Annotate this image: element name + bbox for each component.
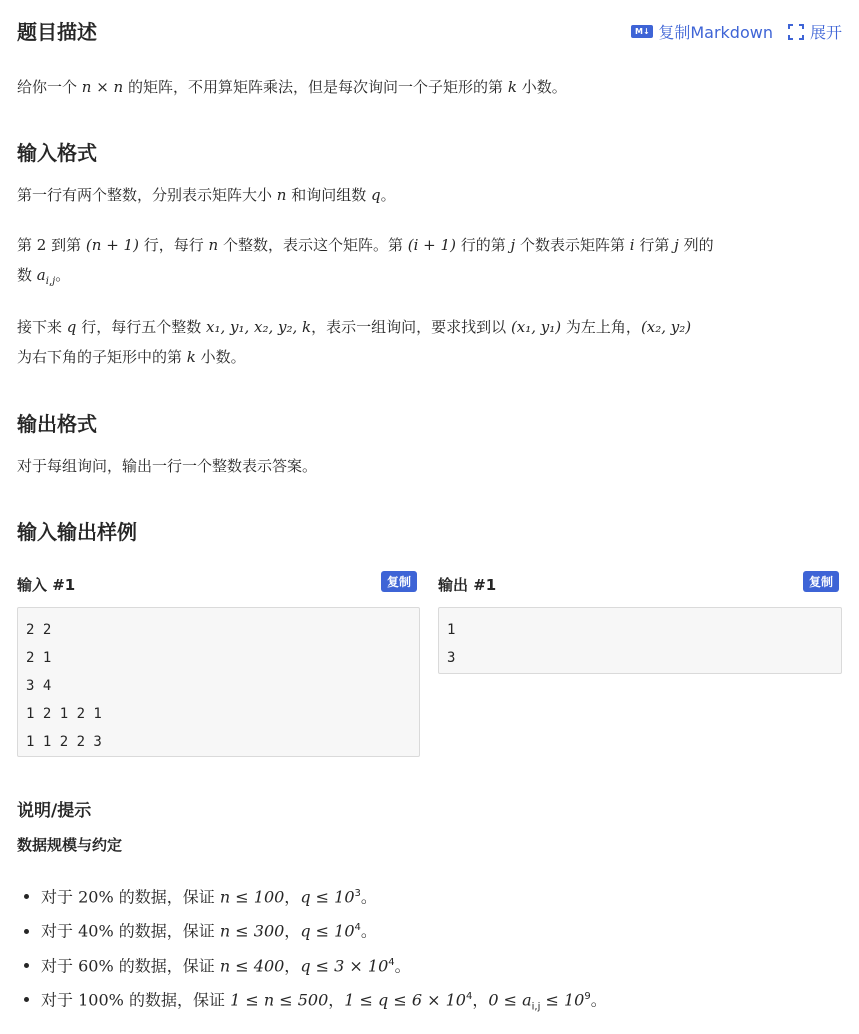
math-nxn: n × n xyxy=(81,78,124,96)
text: 为左上角， xyxy=(565,318,641,336)
code-line: 1 xyxy=(447,622,456,638)
sample-input-label: 输入 #1 xyxy=(17,576,76,594)
math-cond: q ≤ 10 xyxy=(300,921,355,941)
math-exp: 4 xyxy=(465,990,473,1002)
text: ， xyxy=(284,921,301,941)
math-n-plus-1: (n + 1) xyxy=(85,236,139,254)
text: 对于 xyxy=(41,921,74,941)
text: 行的第 xyxy=(460,236,506,254)
code-line: 2 2 xyxy=(26,622,52,638)
math-cond: 0 ≤ a xyxy=(488,990,532,1010)
toolbar xyxy=(631,20,842,43)
input-format-heading: 输入格式 xyxy=(17,141,97,165)
math-percent: 100% xyxy=(78,990,124,1010)
math-i-plus-1: (i + 1) xyxy=(407,236,456,254)
hint-heading: 说明/提示 xyxy=(17,801,92,821)
desc-text: 的矩阵，不用算矩阵乘法，但是每次询问一个子矩形的第 xyxy=(128,78,504,96)
text: 数 xyxy=(17,266,33,284)
code-line: 1 2 1 2 1 xyxy=(26,706,102,722)
desc-text: 给你一个 xyxy=(17,78,78,96)
text: 行第 xyxy=(639,236,670,254)
math-q: q xyxy=(371,186,381,204)
list-item xyxy=(41,878,607,912)
math-q: q xyxy=(66,318,77,336)
text: ， xyxy=(328,990,345,1010)
text: ， xyxy=(284,887,301,907)
math-exp: 9 xyxy=(584,990,591,1002)
math-k: k xyxy=(507,78,517,96)
math-percent: 20% xyxy=(78,887,114,907)
text: 对于 xyxy=(41,955,74,975)
expand-button[interactable] xyxy=(787,20,842,43)
text: ，表示一组询问，要求找到以 xyxy=(311,318,507,336)
expand-label: 展开 xyxy=(809,23,842,42)
math-k: k xyxy=(186,348,196,366)
text: 为右下角的子矩形中的第 xyxy=(17,348,183,366)
text: 接下来 xyxy=(17,318,63,336)
math-a: a xyxy=(36,266,46,284)
sample-output-label: 输出 #1 xyxy=(438,576,497,594)
text: ， xyxy=(284,955,301,975)
text: 的数据，保证 xyxy=(118,921,215,941)
math-aij xyxy=(36,266,56,287)
math-cond: 1 ≤ n ≤ 500 xyxy=(230,990,329,1010)
text: 的数据，保证 xyxy=(118,955,215,975)
text: 的数据，保证 xyxy=(128,990,225,1010)
list-item xyxy=(41,981,607,1023)
math-cond: n ≤ 100 xyxy=(219,887,285,907)
math-percent: 60% xyxy=(78,955,114,975)
text: 第一行有两个整数，分别表示矩阵大小 xyxy=(17,186,273,204)
math-n: n xyxy=(208,236,219,254)
text: 列的 xyxy=(683,236,714,254)
output-format-text: 对于每组询问，输出一行一个整数表示答案。 xyxy=(17,457,318,475)
desc-text: 小数。 xyxy=(521,78,567,96)
sample-output-box[interactable] xyxy=(438,607,842,674)
text: 第 xyxy=(17,236,33,254)
code-line: 3 xyxy=(447,650,456,666)
math-top-left: (x₁, y₁) xyxy=(510,318,562,336)
text: 。 xyxy=(360,921,377,941)
input-format-line1 xyxy=(17,180,842,210)
limits-list xyxy=(17,878,607,1023)
text: 对于 xyxy=(41,990,74,1010)
math-cond: q ≤ 3 × 10 xyxy=(300,955,389,975)
page-title: 题目描述 xyxy=(17,20,97,44)
text: 到第 xyxy=(51,236,82,254)
copy-markdown-button[interactable] xyxy=(631,20,773,43)
math-cond: n ≤ 400 xyxy=(219,955,285,975)
markdown-icon: M↓ xyxy=(631,25,653,38)
code-line: 1 1 2 2 3 xyxy=(26,734,102,750)
text: 。 xyxy=(55,266,71,284)
text: 对于 xyxy=(41,887,74,907)
output-format-heading: 输出格式 xyxy=(17,412,97,436)
math-cond: 1 ≤ q ≤ 6 × 10 xyxy=(344,990,466,1010)
math-i: i xyxy=(629,236,635,254)
text: 的数据，保证 xyxy=(118,887,215,907)
text: 行，每行 xyxy=(143,236,204,254)
math-cond: ≤ 10 xyxy=(545,990,585,1010)
math-aij-sub: i,j xyxy=(45,276,56,287)
math-percent: 40% xyxy=(78,921,114,941)
sample-input-box[interactable] xyxy=(17,607,420,757)
code-line: 3 4 xyxy=(26,678,52,694)
math-exp: 3 xyxy=(354,888,361,899)
math-bottom-right: (x₂, y₂) xyxy=(640,318,692,336)
text: ， xyxy=(472,990,489,1010)
math-tuple: x₁, y₁, x₂, y₂, k xyxy=(205,318,312,336)
text: 个整数，表示这个矩阵。第 xyxy=(222,236,403,254)
copy-output-button[interactable]: 复制 xyxy=(803,571,839,592)
copy-input-button[interactable]: 复制 xyxy=(381,571,417,592)
math-j: j xyxy=(674,236,679,254)
math-sub: i,j xyxy=(531,1001,541,1013)
text: 小数。 xyxy=(200,348,246,366)
math-exp: 4 xyxy=(388,956,395,968)
text: 个数表示矩阵第 xyxy=(519,236,625,254)
text: 和询问组数 xyxy=(291,186,367,204)
list-item xyxy=(41,912,607,946)
math-cond: q ≤ 10 xyxy=(300,887,355,907)
math-exp: 4 xyxy=(354,922,361,934)
copy-markdown-label: 复制Markdown xyxy=(658,23,773,42)
math-j: j xyxy=(510,236,516,254)
text: 。 xyxy=(394,955,411,975)
math-cond: n ≤ 300 xyxy=(219,921,285,941)
expand-icon xyxy=(787,23,805,41)
hint-subheading: 数据规模与约定 xyxy=(17,836,123,854)
math-n: n xyxy=(276,186,287,204)
input-format-line2 xyxy=(17,230,842,297)
math-2: 2 xyxy=(36,236,47,254)
text: 行，每行五个整数 xyxy=(81,318,202,336)
description xyxy=(17,72,842,102)
code-line: 2 1 xyxy=(26,650,52,666)
text: 。 xyxy=(360,887,377,907)
samples-heading: 输入输出样例 xyxy=(17,520,137,544)
input-format-line3 xyxy=(17,312,842,372)
text: 。 xyxy=(380,186,396,204)
text: 。 xyxy=(590,990,607,1010)
list-item xyxy=(41,947,607,981)
